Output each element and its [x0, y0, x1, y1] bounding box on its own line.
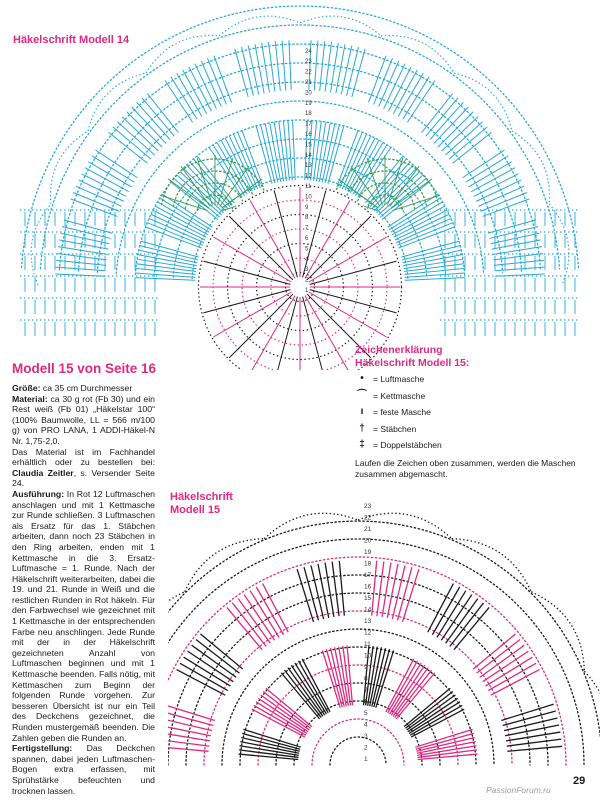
legend-item — [355, 390, 595, 403]
stitch-line — [430, 102, 463, 139]
stitch-line — [507, 739, 562, 746]
stitch-line — [463, 150, 505, 178]
stitch-line — [405, 278, 465, 281]
legend-note: Laufen die Zeichen oben zusammen, werden die Maschen zusammen abgemascht. — [355, 457, 576, 479]
stitch-line — [402, 246, 460, 260]
stitch-line — [393, 668, 428, 717]
round-number: 13 — [364, 618, 372, 625]
stitch-line — [147, 93, 178, 132]
instructions-text: In Rot 12 Luftmaschen anschlagen und mit 1 Kettmasche zur Runde schließen. 3 Luftmaschen als Ersatz für das 1. Stäbchen arbeiten, dann noch 23 Stäbchen in den Ring arbeiten, enden mit 1 Kettmasche in die 3. Ersatz-Luftmasche = 1. Runde. Nach der Häkelschrift weiterarbeiten, dabei die 19. und 21. Runde in Weiß und die restlichen Runden in Rot häkeln. Für den Farbwechsel wie gezeichnet mit 1 Kettmasche in der entsprechenden Farbe neu anschlingen. Jede Runde mit der in der Häkelschrift gezeichneten Anzahl von Luftmaschen beginnen und mit 1 Kettmasche beenden. Falls nötig, mit Kettmaschen zum Beginn der folgenden Runde vorgehen. Zur besseren Übersicht ist nur ein Teil des Deckchens gezeichnet, die Runden mustergemäß beenden. Die Zahlen geben die Runden an. — [12, 488, 155, 743]
round-number: 12 — [305, 173, 312, 180]
stitch-line — [397, 567, 411, 620]
round-number: 14 — [305, 152, 312, 159]
round-number: 20 — [364, 537, 372, 545]
stitch-line — [85, 168, 129, 192]
stitch-line — [314, 121, 322, 181]
stitch-line — [398, 73, 423, 116]
size-label: Größe: — [12, 383, 41, 393]
stitch-line — [504, 718, 558, 731]
stitch-line — [127, 112, 162, 147]
round-number: 8 — [305, 215, 309, 222]
legend — [355, 344, 595, 480]
legend-item — [355, 423, 595, 436]
round-number: 5 — [305, 246, 309, 253]
stitch-line — [416, 733, 474, 749]
stitch-line — [180, 663, 228, 690]
stitch-line — [392, 565, 405, 619]
stitch-line — [503, 711, 556, 725]
stitch-line — [261, 125, 275, 183]
stitch-line — [405, 692, 452, 729]
page-number: 29 — [573, 775, 586, 787]
stitch-line — [449, 127, 487, 159]
diagram15-chart — [168, 465, 600, 790]
round-number: 22 — [364, 514, 372, 522]
round-arc — [168, 521, 600, 765]
stitch-line — [135, 278, 195, 281]
diagram15-title-line2: Modell 15 — [170, 504, 221, 516]
chain-stitch-icon: • — [360, 373, 364, 385]
stitch-line — [474, 174, 519, 197]
round-number: 13 — [305, 163, 312, 170]
round-number: 19 — [305, 100, 312, 107]
stitch-line — [305, 120, 308, 180]
stitch-line — [279, 121, 287, 181]
instructions-label: Ausführung: — [12, 488, 65, 499]
stitch-line — [242, 733, 300, 749]
material-label: Material: — [12, 393, 48, 404]
stitch-line — [248, 46, 259, 95]
stitch-line — [82, 174, 127, 197]
stitch-line — [92, 156, 134, 182]
round-number: 2 — [364, 744, 368, 752]
stitch-line — [137, 102, 170, 139]
round-number: 10 — [364, 652, 372, 660]
stitch-line — [263, 692, 310, 729]
single-crochet-icon: ı — [360, 406, 364, 418]
stitch-line — [403, 77, 429, 119]
double-crochet-icon: † — [359, 422, 365, 434]
scallop-edge — [584, 671, 600, 765]
stitch-line — [389, 67, 412, 112]
round-number: 7 — [364, 687, 368, 694]
stitch-line — [326, 649, 342, 707]
round-number: 22 — [305, 69, 312, 76]
stitch-line — [108, 132, 147, 163]
round-number: 4 — [305, 256, 309, 263]
round-number: 1 — [364, 756, 368, 763]
round-number: 23 — [305, 59, 312, 66]
round-number: 5 — [364, 710, 368, 717]
stitch-line — [171, 77, 197, 119]
stitch-line — [96, 150, 138, 178]
size-text: ca 35 cm Durchmesser — [40, 383, 133, 393]
round-number: 11 — [305, 184, 312, 190]
legend-heading-line1: Zeichenerklärung — [355, 344, 443, 356]
legend-heading-line2: Häkelschrift Modell 15: — [355, 356, 470, 369]
legend-item — [355, 439, 595, 452]
stitch-line — [304, 567, 318, 620]
stitch-line — [177, 73, 202, 116]
stitch-line — [117, 122, 154, 155]
stitch-line — [140, 246, 198, 260]
stitch-line — [256, 587, 283, 635]
stitch-line — [298, 661, 328, 713]
scallop-edge — [31, 204, 51, 285]
stitch-line — [339, 561, 344, 616]
stitch-line — [168, 746, 209, 751]
round-number: 21 — [364, 526, 372, 533]
stitch-line — [426, 98, 458, 136]
round-number: 20 — [305, 90, 312, 97]
supplier-text: Das Material ist im Fachhandel erhältlich oder zu bestellen bei: — [12, 446, 155, 468]
round-number: 9 — [305, 204, 309, 211]
round-number: 23 — [364, 503, 372, 510]
stitch-line — [432, 587, 459, 635]
stitch-line — [409, 702, 460, 734]
stitch-line — [235, 49, 248, 97]
stitch-line — [407, 695, 456, 730]
stitch-line — [256, 702, 307, 734]
watermark: PassionForum.ru — [486, 785, 551, 795]
stitch-line — [488, 663, 536, 690]
round-number: 15 — [305, 142, 312, 149]
round-number: 16 — [364, 583, 372, 591]
round-number: 15 — [364, 595, 372, 602]
stitch-line — [177, 670, 226, 696]
legend-item-label: = Stäbchen — [373, 423, 417, 434]
stitch-line — [293, 120, 296, 180]
scallop-edge — [549, 204, 569, 285]
round-number: 6 — [305, 236, 309, 242]
diagram15-title-line1: Häkelschrift — [170, 491, 233, 503]
round-number: 19 — [364, 549, 372, 556]
stitch-line — [374, 649, 390, 707]
material-text: ca 30 g rot (Fb 30) und ein Rest weiß (Fb 01) „Häkelstar 100“ (100% Baumwolle, LL = 566 m/100 g) von PRO LANA, 1 ADDI-Häkel-N Nr. 1,75-2,0. — [12, 393, 155, 446]
stitch-line — [263, 584, 289, 633]
scallop-edge — [300, 16, 381, 36]
stitch-line — [88, 162, 131, 187]
stitch-line — [285, 670, 322, 717]
stitch-line — [295, 663, 327, 714]
stitch-line — [422, 93, 453, 132]
diagram14-title: Häkelschrift Modell 14 — [13, 34, 130, 46]
stitch-line — [469, 162, 512, 187]
stitch-line — [311, 565, 324, 619]
stitch-line — [393, 70, 417, 114]
stitch-line — [452, 132, 491, 163]
stitch-line — [183, 70, 207, 114]
stitch-line — [325, 125, 339, 183]
stitch-line — [428, 584, 454, 633]
round-number: 1 — [305, 288, 309, 294]
round-arc — [312, 719, 404, 765]
supplier-paragraph — [12, 447, 155, 489]
legend-item-label: = Kettmasche — [373, 390, 426, 401]
scallop-edge — [381, 35, 454, 73]
stitch-line — [407, 81, 435, 123]
stitch-line — [297, 569, 313, 622]
round-number: 17 — [305, 121, 312, 128]
supplier-ref: , s. Versender Seite 24. — [12, 467, 155, 489]
stitch-line — [209, 147, 242, 197]
stitch-line — [501, 704, 554, 720]
stitch-line — [438, 112, 473, 147]
legend-item-label: = feste Masche — [373, 407, 431, 418]
round-number: 14 — [364, 606, 372, 614]
round-number: 17 — [364, 572, 372, 579]
round-arc — [330, 737, 386, 765]
round-number: 12 — [364, 629, 372, 637]
stitch-line — [395, 670, 432, 717]
stitch-line — [113, 127, 151, 159]
scallop-edge — [219, 16, 300, 36]
stitch-line — [332, 562, 339, 617]
round-number: 2 — [305, 277, 309, 284]
round-number: 6 — [364, 698, 368, 706]
article-text — [12, 383, 155, 796]
article-heading: Modell 15 von Seite 16 — [12, 361, 157, 376]
legend-item-label: = Doppelstäbchen — [373, 440, 442, 451]
scallop-edge — [168, 592, 185, 671]
round-number: 3 — [305, 267, 309, 274]
round-number: 7 — [305, 225, 309, 232]
stitch-line — [261, 695, 310, 730]
stitch-line — [390, 663, 422, 714]
stitch-line — [377, 562, 384, 617]
stitch-line — [480, 645, 525, 677]
slip-stitch-icon: ⌒ — [357, 389, 367, 401]
finishing-text: Das Deckchen spannen, dabei jeden Luftmaschen-Bogen extra erfassen, mit Sprühstärke befeuchten und trocknen lassen. — [12, 743, 155, 796]
stitch-line — [142, 98, 174, 136]
stitch-line — [466, 156, 508, 182]
size-paragraph — [12, 383, 155, 394]
round-number: 16 — [305, 132, 312, 138]
legend-item — [355, 406, 595, 419]
round-number: 18 — [305, 111, 312, 118]
stitch-line — [288, 668, 323, 717]
legend-items — [355, 373, 595, 452]
round-number: 24 — [305, 48, 312, 55]
stitch-line — [507, 746, 562, 751]
round-number: 3 — [364, 733, 368, 740]
legend-item-label: = Luftmasche — [373, 374, 425, 385]
legend-item — [355, 373, 595, 386]
round-arc — [204, 611, 512, 765]
stitch-line — [403, 569, 419, 622]
stitch-line — [168, 725, 211, 736]
instructions-paragraph — [12, 489, 155, 743]
round-number: 11 — [364, 641, 371, 648]
stitch-line — [165, 81, 193, 123]
finishing-label: Fertigstellung: — [12, 743, 73, 754]
round-number: 18 — [364, 560, 372, 568]
finishing-paragraph — [12, 743, 155, 796]
round-number: 4 — [364, 721, 368, 729]
stitch-line — [445, 122, 482, 155]
stitch-line — [314, 41, 318, 91]
stitch-line — [352, 49, 365, 97]
diagram14-chart — [0, 0, 600, 370]
stitch-line — [189, 67, 212, 112]
stitch-line — [491, 670, 540, 696]
round-number: 8 — [364, 675, 368, 683]
stitch-line — [471, 168, 515, 192]
supplier-name: Claudia Zeitler — [12, 467, 74, 478]
round-number: 21 — [305, 80, 312, 86]
material-paragraph — [12, 394, 155, 447]
stitch-line — [347, 47, 359, 96]
stitch-line — [372, 561, 377, 616]
round-number: 9 — [364, 664, 368, 671]
round-number: 10 — [305, 194, 312, 201]
treble-crochet-icon: ‡ — [359, 439, 365, 451]
